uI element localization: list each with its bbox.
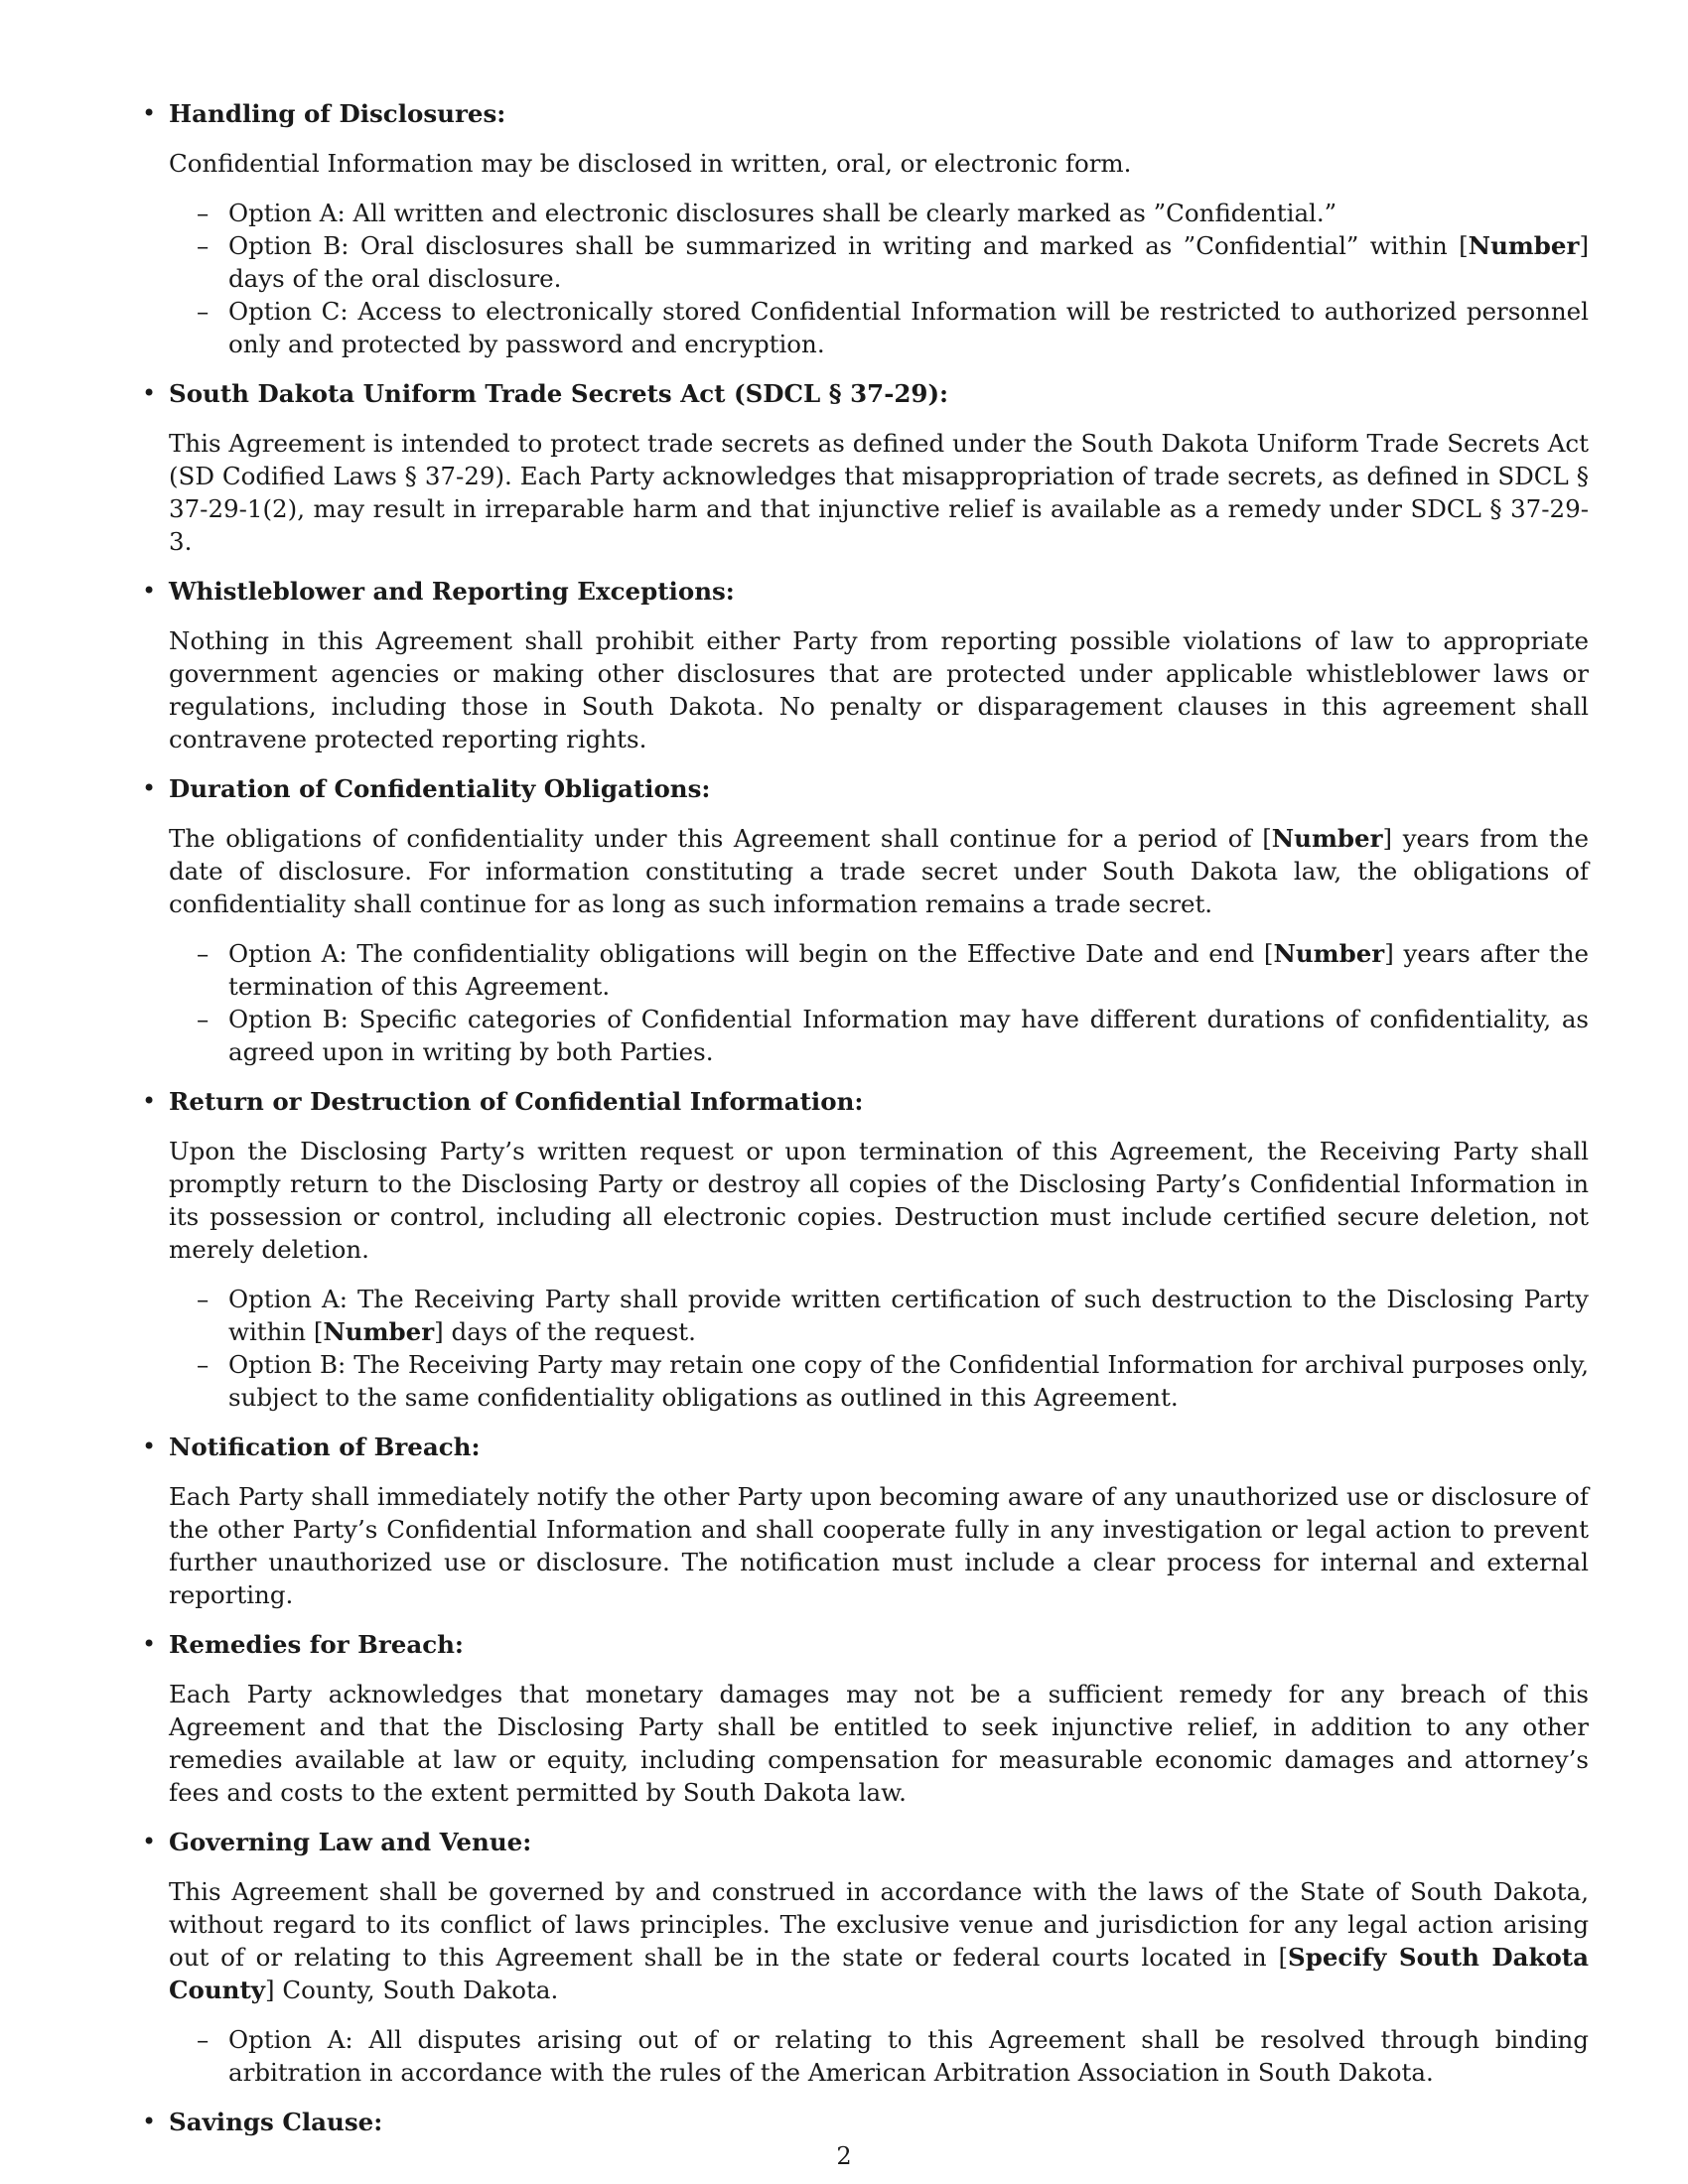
bullet-icon: •	[142, 1630, 157, 1658]
section-body: This Agreement is intended to protect trade secrets as defined under the South Dakota Uniform Trade Secrets Act (SD Codified Laws § 37-29). Each Party acknowledges that misappropriation of trade secrets, as defined in SDCL § 37-29-1(2), may result in irreparable harm and that injunctive relief is available as a remedy under SDCL § 37-29-3.	[169, 429, 1589, 556]
section	[142, 2106, 1589, 2138]
option-text: Option A: The confidentiality obligations will begin on the Effective Date and end [	[228, 939, 1274, 968]
dash-icon: –	[197, 1005, 210, 1033]
section	[142, 377, 1589, 558]
section-heading: Notification of Breach:	[169, 1433, 481, 1461]
section-body	[169, 822, 1589, 920]
bullet-icon: •	[142, 99, 157, 127]
dash-icon: –	[197, 297, 210, 326]
option-item	[197, 295, 1589, 360]
option-text: Option B: Oral disclosures shall be summarized in writing and marked as ”Confidential” within [	[228, 231, 1469, 260]
bullet-icon: •	[142, 1828, 157, 1855]
option-item	[197, 1283, 1589, 1348]
dash-icon: –	[197, 199, 210, 227]
section-heading: Whistleblower and Reporting Exceptions:	[169, 577, 735, 606]
section	[142, 1826, 1589, 2089]
option-item	[197, 2023, 1589, 2089]
section-heading: Handling of Disclosures:	[169, 99, 506, 128]
section	[142, 1628, 1589, 1809]
section	[142, 1085, 1589, 1414]
section-heading: Savings Clause:	[169, 2108, 383, 2136]
option-text: Option A: The Receiving Party shall provide written certification of such destruction to the Disclosing Party within [	[228, 1285, 1589, 1346]
bullet-icon: •	[142, 2108, 157, 2135]
option-item	[197, 1003, 1589, 1068]
section-heading: Remedies for Breach:	[169, 1630, 464, 1659]
option-text: Option A: All disputes arising out of or relating to this Agreement shall be resolved through binding arbitration in accordance with the rules of the American Arbitration Association in South Dakota.	[228, 2025, 1589, 2087]
dash-icon: –	[197, 939, 210, 968]
dash-icon: –	[197, 1285, 210, 1313]
section-heading: South Dakota Uniform Trade Secrets Act (SDCL § 37-29):	[169, 379, 949, 408]
section-body: Nothing in this Agreement shall prohibit either Party from reporting possible violations of law to appropriate government agencies or making other disclosures that are protected under applicable whistleblower laws or regulations, including those in South Dakota. No penalty or disparagement clauses in this agreement shall contravene protected reporting rights.	[169, 626, 1589, 753]
section-body	[169, 1875, 1589, 2006]
option-text: Option C: Access to electronically stored Confidential Information will be restricted to authorized personnel only and protected by password and encryption.	[228, 297, 1589, 358]
placeholder-field: Number	[323, 1317, 435, 1346]
bullet-icon: •	[142, 1087, 157, 1115]
option-list	[169, 937, 1589, 1068]
option-item	[197, 1348, 1589, 1414]
option-list	[169, 197, 1589, 360]
option-text: Option B: Specific categories of Confidential Information may have different durations of confidentiality, as agreed upon in writing by both Parties.	[228, 1005, 1589, 1066]
body-text: The obligations of confidentiality under this Agreement shall continue for a period of [	[169, 824, 1272, 853]
option-list	[169, 2023, 1589, 2089]
section-body: Each Party acknowledges that monetary damages may not be a sufficient remedy for any breach of this Agreement and that the Disclosing Party shall be entitled to seek injunctive relief, in addition to any other remedies available at law or equity, including compensation for measurable economic damages and attorney’s fees and costs to the extent permitted by South Dakota law.	[169, 1680, 1589, 1807]
dash-icon: –	[197, 231, 210, 260]
option-text: ] days of the request.	[434, 1317, 696, 1346]
bullet-icon: •	[142, 774, 157, 802]
bullet-icon: •	[142, 379, 157, 407]
placeholder-field: Number	[1273, 939, 1385, 968]
option-item	[197, 197, 1589, 229]
placeholder-field: Number	[1271, 824, 1383, 853]
section	[142, 772, 1590, 1068]
option-list	[169, 1283, 1589, 1414]
bullet-icon: •	[142, 577, 157, 605]
placeholder-field: Number	[1468, 231, 1580, 260]
section-heading: Return or Destruction of Confidential Information:	[169, 1087, 864, 1116]
option-text: Option B: The Receiving Party may retain one copy of the Confidential Information for archival purposes only, subject to the same confidentiality obligations as outlined in this Agreement.	[228, 1350, 1589, 1412]
body-text: ] years from the date of disclosure. For information constituting a trade secret under South Dakota law, the obligations of confidentiality shall continue for as long as such information remains a trade secret.	[169, 824, 1590, 918]
option-text: ] years after the termination of this Agreement.	[228, 939, 1589, 1001]
bullet-icon: •	[142, 1433, 157, 1460]
section	[142, 1431, 1589, 1611]
section	[142, 575, 1589, 755]
section-heading: Governing Law and Venue:	[169, 1828, 532, 1856]
section-body: Each Party shall immediately notify the other Party upon becoming aware of any unauthorized use or disclosure of the other Party’s Confidential Information and shall cooperate fully in any investigation or legal action to prevent further unauthorized use or disclosure. The notification must include a clear process for internal and external reporting.	[169, 1482, 1589, 1609]
placeholder-field: Specify South Dakota County	[169, 1943, 1589, 2004]
option-text: ] days of the oral disclosure.	[228, 231, 1589, 293]
body-text: ] County, South Dakota.	[265, 1976, 559, 2004]
option-item	[197, 229, 1589, 295]
document-body	[142, 97, 1590, 2138]
dash-icon: –	[197, 2025, 210, 2054]
section-body: Confidential Information may be disclosed in written, oral, or electronic form.	[169, 149, 1132, 178]
dash-icon: –	[197, 1350, 210, 1379]
option-text: Option A: All written and electronic disclosures shall be clearly marked as ”Confidential.”	[228, 199, 1337, 227]
option-item	[197, 937, 1589, 1003]
section-body: Upon the Disclosing Party’s written request or upon termination of this Agreement, the Receiving Party shall promptly return to the Disclosing Party or destroy all copies of the Disclosing Party’s Confidential Information in its possession or control, including all electronic copies. Destruction must include certified secure deletion, not merely deletion.	[169, 1137, 1589, 1264]
section	[142, 97, 1589, 360]
body-text: This Agreement shall be governed by and construed in accordance with the laws of the State of South Dakota, without regard to its conflict of laws principles. The exclusive venue and jurisdiction for any legal action arising out of or relating to this Agreement shall be in the state or federal courts located in [	[169, 1877, 1589, 1972]
section-heading: Duration of Confidentiality Obligations:	[169, 774, 711, 803]
page-number: 2	[836, 2142, 852, 2170]
